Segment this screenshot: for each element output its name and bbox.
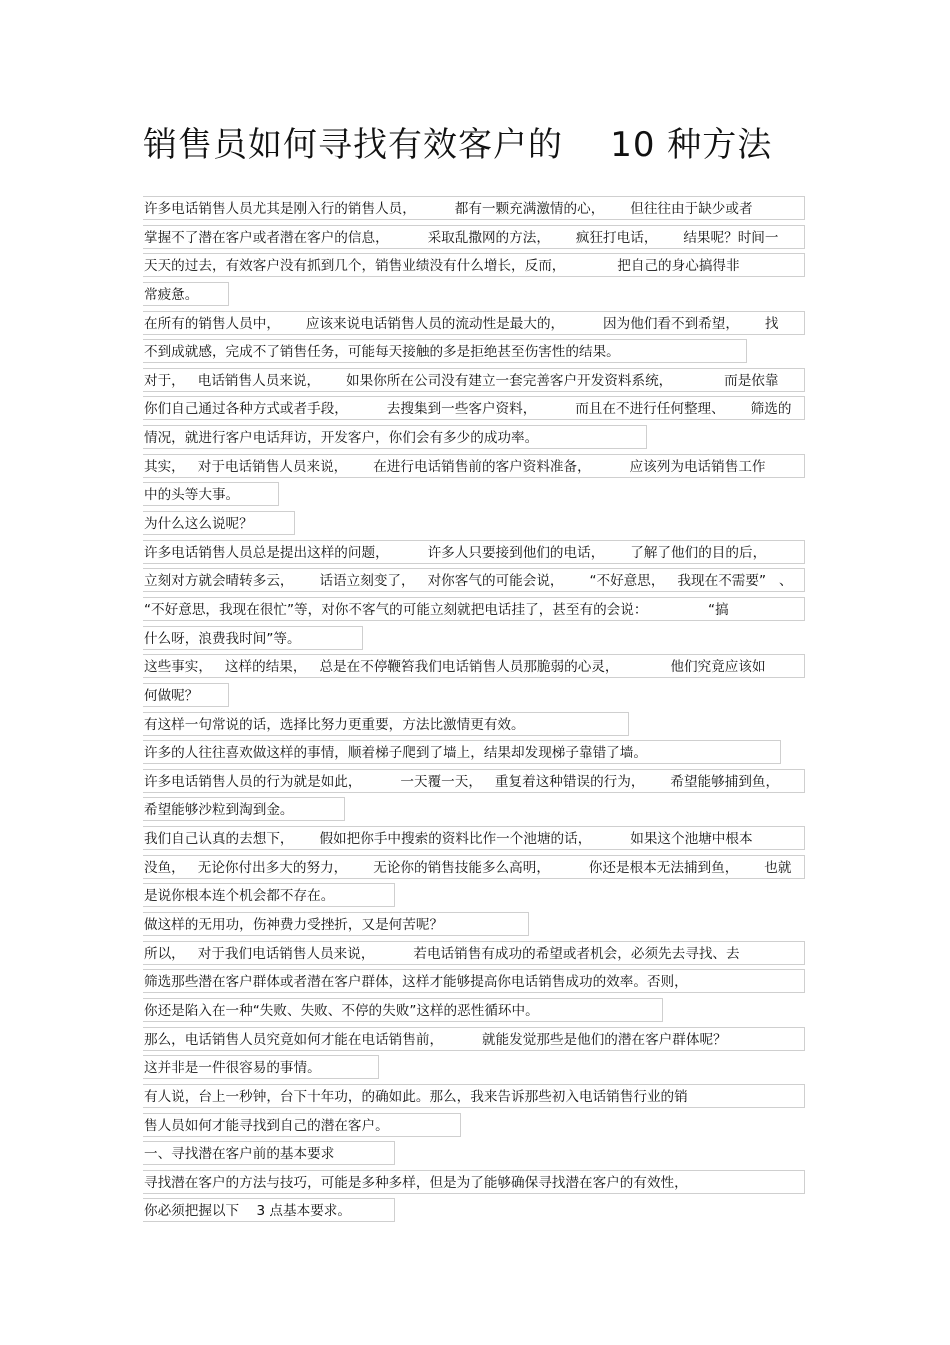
text-line: 筛选那些潜在客户群体或者潜在客户群体，这样才能够提高你电话销售成功的效率。否则， — [143, 969, 805, 993]
text-line: 天天的过去，有效客户没有抓到几个，销售业绩没有什么增长，反而， 把自己的身心搞得非 — [143, 253, 805, 277]
text-line: 做这样的无用功，伤神费力受挫折，又是何苦呢？ — [143, 912, 529, 936]
text-line: 其实， 对于电话销售人员来说， 在进行电话销售前的客户资料准备， 应该列为电话销售工作 — [143, 454, 805, 478]
text-line: 你还是陷入在一种“失败、失败、不停的失败”这样的恶性循环中。 — [143, 998, 663, 1022]
text-line: 你必须把握以下 3 点基本要求。 — [143, 1198, 395, 1222]
text-line: 有人说，台上一秒钟，台下十年功，的确如此。那么，我来告诉那些初入电话销售行业的销 — [143, 1084, 805, 1108]
text-line: 许多电话销售人员尤其是刚入行的销售人员， 都有一颗充满激情的心， 但往往由于缺少或者 — [143, 196, 805, 220]
text-line: 是说你根本连个机会都不存在。 — [143, 883, 395, 907]
text-line: 情况，就进行客户电话拜访，开发客户，你们会有多少的成功率。 — [143, 425, 647, 449]
text-line: 那么，电话销售人员究竟如何才能在电话销售前， 就能发觉那些是他们的潜在客户群体呢？ — [143, 1027, 805, 1051]
text-line: 一、寻找潜在客户前的基本要求 — [143, 1141, 395, 1165]
text-line: “不好意思，我现在很忙”等，对你不客气的可能立刻就把电话挂了，甚至有的会说： “搞 — [143, 597, 805, 621]
text-line: 所以， 对于我们电话销售人员来说， 若电话销售有成功的希望或者机会，必须先去寻找、去 — [143, 941, 805, 965]
document-title: 销售员如何寻找有效客户的 10 种方法 — [143, 125, 773, 165]
text-line: 没鱼， 无论你付出多大的努力， 无论你的销售技能多么高明， 你还是根本无法捕到鱼， 也就 — [143, 855, 805, 879]
text-line: 这些事实， 这样的结果， 总是在不停鞭笞我们电话销售人员那脆弱的心灵， 他们究竟应该如 — [143, 654, 805, 678]
text-line: 希望能够沙粒到淘到金。 — [143, 797, 345, 821]
text-line: 许多的人往往喜欢做这样的事情，顺着梯子爬到了墙上，结果却发现梯子靠错了墙。 — [143, 740, 781, 764]
text-line: 许多电话销售人员的行为就是如此， 一天覆一天， 重复着这种错误的行为， 希望能够捕到鱼， — [143, 769, 805, 793]
text-line: 何做呢？ — [143, 683, 229, 707]
text-line: 许多电话销售人员总是提出这样的问题， 许多人只要接到他们的电话， 了解了他们的目的后， — [143, 540, 805, 564]
text-line: 在所有的销售人员中， 应该来说电话销售人员的流动性是最大的， 因为他们看不到希望， 找 — [143, 311, 805, 335]
text-line: 寻找潜在客户的方法与技巧，可能是多种多样，但是为了能够确保寻找潜在客户的有效性， — [143, 1170, 805, 1194]
document-body — [143, 196, 813, 1227]
text-line: 对于， 电话销售人员来说， 如果你所在公司没有建立一套完善客户开发资料系统， 而是依靠 — [143, 368, 805, 392]
text-line: 这并非是一件很容易的事情。 — [143, 1055, 379, 1079]
text-line: 你们自己通过各种方式或者手段， 去搜集到一些客户资料， 而且在不进行任何整理、 筛选的 — [143, 396, 805, 420]
text-line: 掌握不了潜在客户或者潜在客户的信息， 采取乱撒网的方法， 疯狂打电话， 结果呢？时间一 — [143, 225, 805, 249]
text-line: 不到成就感，完成不了销售任务，可能每天接触的多是拒绝甚至伤害性的结果。 — [143, 339, 747, 363]
text-line: 立刻对方就会晴转多云， 话语立刻变了， 对你客气的可能会说， “不好意思， 我现在不需要” 、 — [143, 568, 805, 592]
text-line: 中的头等大事。 — [143, 482, 279, 506]
text-line: 我们自己认真的去想下， 假如把你手中搜索的资料比作一个池塘的话， 如果这个池塘中根本 — [143, 826, 805, 850]
text-line: 为什么这么说呢？ — [143, 511, 295, 535]
text-line: 常疲惫。 — [143, 282, 229, 306]
text-line: 什么呀，浪费我时间”等。 — [143, 626, 363, 650]
text-line: 售人员如何才能寻找到自己的潜在客户。 — [143, 1113, 461, 1137]
text-line: 有这样一句常说的话，选择比努力更重要，方法比激情更有效。 — [143, 712, 629, 736]
